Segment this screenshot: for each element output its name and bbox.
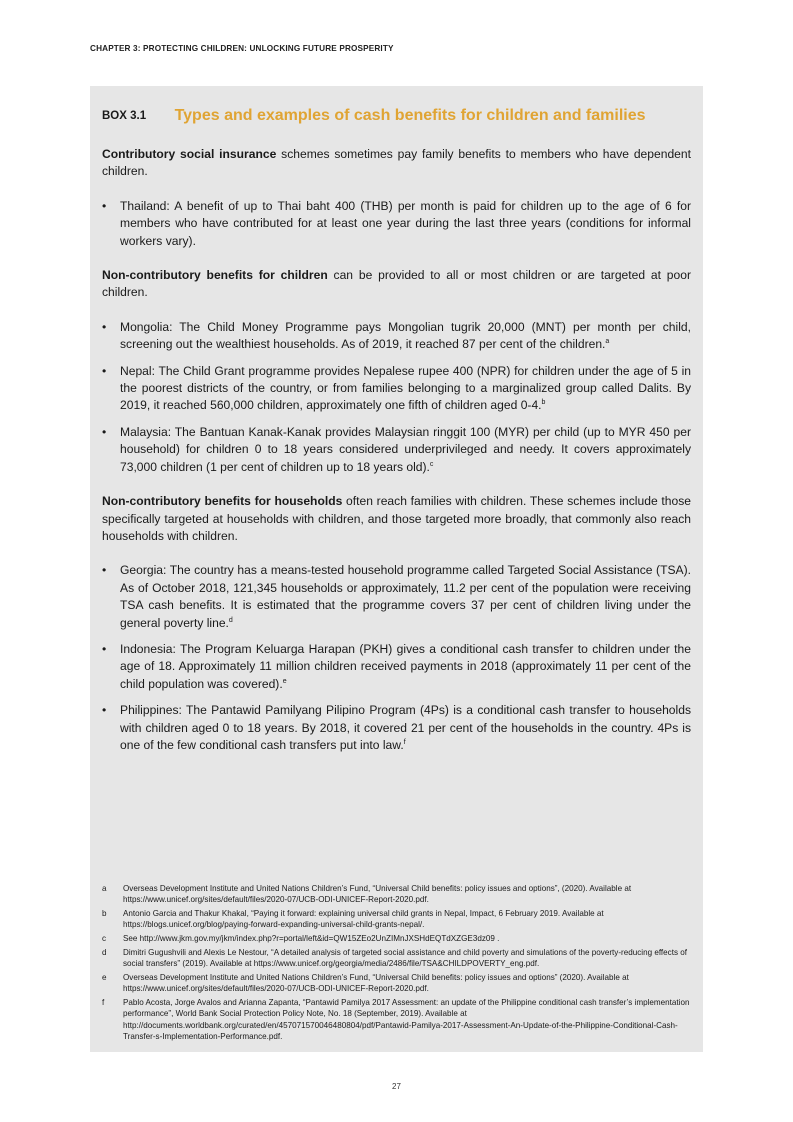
footnote-text: See http://www.jkm.gov.my/jkm/index.php?r=portal/left&id=QW15ZEo2UnZIMnJXSHdEQTdXZGE3dz09 .	[123, 934, 500, 944]
footnote-d	[102, 947, 691, 970]
lead-contributory: Contributory social insurance	[102, 147, 277, 161]
footnote-ref[interactable]: a	[605, 338, 610, 346]
footnote-f	[102, 997, 691, 1042]
list-item-mongolia	[102, 319, 691, 354]
footnote-letter: e	[102, 973, 107, 983]
footnote-ref[interactable]: e	[282, 677, 287, 685]
intro-contributory-text: schemes sometimes pay family benefits to members who have dependent children.	[102, 147, 691, 179]
footnote-b	[102, 908, 691, 931]
bullet-icon: •	[102, 424, 107, 439]
item-text: Malaysia: The Bantuan Kanak-Kanak provides Malaysian ringgit 100 (MYR) per child (up to MYR 450 per household) for children 0 to 18 years considered underprivileged and needy. It covers approximately 73,000 children (1 per cent of children up to 18 years old).	[120, 424, 691, 474]
footnote-letter: b	[102, 909, 107, 919]
bullet-icon: •	[102, 563, 107, 578]
list-item-thailand	[102, 198, 691, 250]
footnote-text: Overseas Development Institute and United Nations Children’s Fund, “Universal Child benefits: policy issues and options”, (2020). Available at https://www.unicef.org/sites/default/files/2020-07/UCB-ODI-UNICEF-Report-2020.pdf.	[123, 884, 632, 905]
footnote-text: Dimitri Gugushvili and Alexis Le Nestour, “A detailed analysis of targeted social assistance and child poverty and simulations of the poverty-reducing effects of social transfers” (2019). Available at https://www.unicef.org/georgia/media/2486/file/TSA&CHILDPOVERTY_eng.pdf.	[123, 947, 688, 969]
box-3-1	[90, 86, 703, 1052]
item-text: Thailand: A benefit of up to Thai baht 400 (THB) per month is paid for children up to the age of 6 for members who have contributed for at least one year during the last three years (conditions for informal workers vary).	[120, 198, 691, 248]
list-contributory	[102, 198, 691, 250]
box-heading	[102, 107, 646, 125]
item-text: Philippines: The Pantawid Pamilyang Pilipino Program (4Ps) is a conditional cash transfer to households with children aged 0 to 18 years. By 2018, it covered 21 per cent of the households in the country. 4Ps is one of the few conditional cash transfers put into law.	[120, 703, 691, 752]
list-item-nepal	[102, 363, 691, 415]
item-text: Nepal: The Child Grant programme provides Nepalese rupee 400 (NPR) for children under the age of 5 in the poorest districts of the country, or from families belonging to a marginalized group called Dalits. By 2019, it reached 560,000 children, approximately one fifth of children aged 0-4.	[120, 363, 691, 413]
bullet-icon: •	[102, 363, 107, 378]
bullet-icon: •	[102, 703, 107, 718]
item-text: Georgia: The country has a means-tested household programme called Targeted Social Assistance (TSA). As of October 2018, 121,345 households or approximately, 11.2 per cent of the population were receiving TSA cash benefits. It is estimated that the programme covers 37 per cent of children living under the general poverty line.	[120, 563, 691, 630]
list-item-philippines	[102, 702, 691, 754]
lead-households: Non-contributory benefits for households	[102, 494, 343, 509]
footnote-ref[interactable]: b	[541, 399, 546, 407]
page-number: 27	[392, 1082, 401, 1091]
running-header: CHAPTER 3: PROTECTING CHILDREN: UNLOCKING FUTURE PROSPERITY	[90, 44, 394, 53]
footnote-ref[interactable]: d	[228, 616, 233, 624]
footnote-a	[102, 883, 691, 906]
intro-households-text: often reach families with children. These schemes include those specifically targeted at households with children, and those targeted more broadly, that commonly also reach households with children.	[102, 494, 691, 543]
footnote-e	[102, 972, 691, 995]
footnote-letter: f	[102, 998, 105, 1008]
bullet-icon: •	[102, 641, 107, 656]
footnote-ref[interactable]: c	[429, 460, 434, 468]
bullet-icon: •	[102, 319, 107, 334]
box-content	[102, 146, 691, 771]
footnote-ref[interactable]: f	[403, 738, 406, 746]
intro-children	[102, 267, 691, 302]
item-text: Mongolia: The Child Money Programme pays Mongolian tugrik 20,000 (MNT) per month per child, screening out the wealthiest households. As of 2019, it reached 87 per cent of the children.	[120, 319, 691, 352]
intro-contributory	[102, 146, 691, 181]
footnote-letter: c	[102, 934, 107, 944]
box-title: Types and examples of cash benefits for children and families	[174, 107, 646, 124]
footnotes	[102, 883, 691, 1045]
list-item-malaysia	[102, 424, 691, 476]
bullet-icon: •	[102, 198, 107, 213]
footnote-text: Overseas Development Institute and United Nations Children’s Fund, “Universal Child benefits: policy issues and options” (2020). Available at https://www.unicef.org/sites/default/files/2020-07/UCB-ODI-UNICEF-Report-2020.pdf.	[123, 973, 629, 994]
list-item-indonesia	[102, 641, 691, 693]
footnote-text: Antonio Garcia and Thakur Khakal, “Paying it forward: explaining universal child grants in Nepal, Impact, 6 February 2019. Available at https://blogs.unicef.org/blog/paying-forward-expanding-universal-child-grants-nepal/.	[123, 909, 604, 930]
item-text: Indonesia: The Program Keluarga Harapan (PKH) gives a conditional cash transfer to children under the age of 18. Approximately 11 million children received payments in 2018 (approximately 11 per cent of the child population was covered).	[120, 641, 691, 691]
footnote-letter: d	[102, 947, 107, 957]
box-label: BOX 3.1	[102, 110, 147, 122]
footnote-letter: a	[102, 884, 107, 893]
footnote-text: Pablo Acosta, Jorge Avalos and Arianna Zapanta, “Pantawid Pamilya 2017 Assessment: an update of the Philippine conditional cash transfer’s implementation performance”, World Bank Social Protection Policy Note, No. 18 (September, 2019). Available at http://documents.worldbank.org/curated/en/457071570046480804/pdf/Pantawid-Pamilya-2017-Assessment-An-Update-of-the-Philippine-Conditional-Cash-Transfer-s-Implementation-Performance.pdf.	[123, 998, 690, 1042]
intro-children-text: can be provided to all or most children or are targeted at poor children.	[102, 268, 691, 300]
list-households	[102, 562, 691, 754]
intro-households	[102, 493, 691, 545]
list-children	[102, 319, 691, 476]
lead-children: Non-contributory benefits for children	[102, 268, 328, 283]
list-item-georgia	[102, 562, 691, 632]
footnote-c	[102, 933, 691, 944]
